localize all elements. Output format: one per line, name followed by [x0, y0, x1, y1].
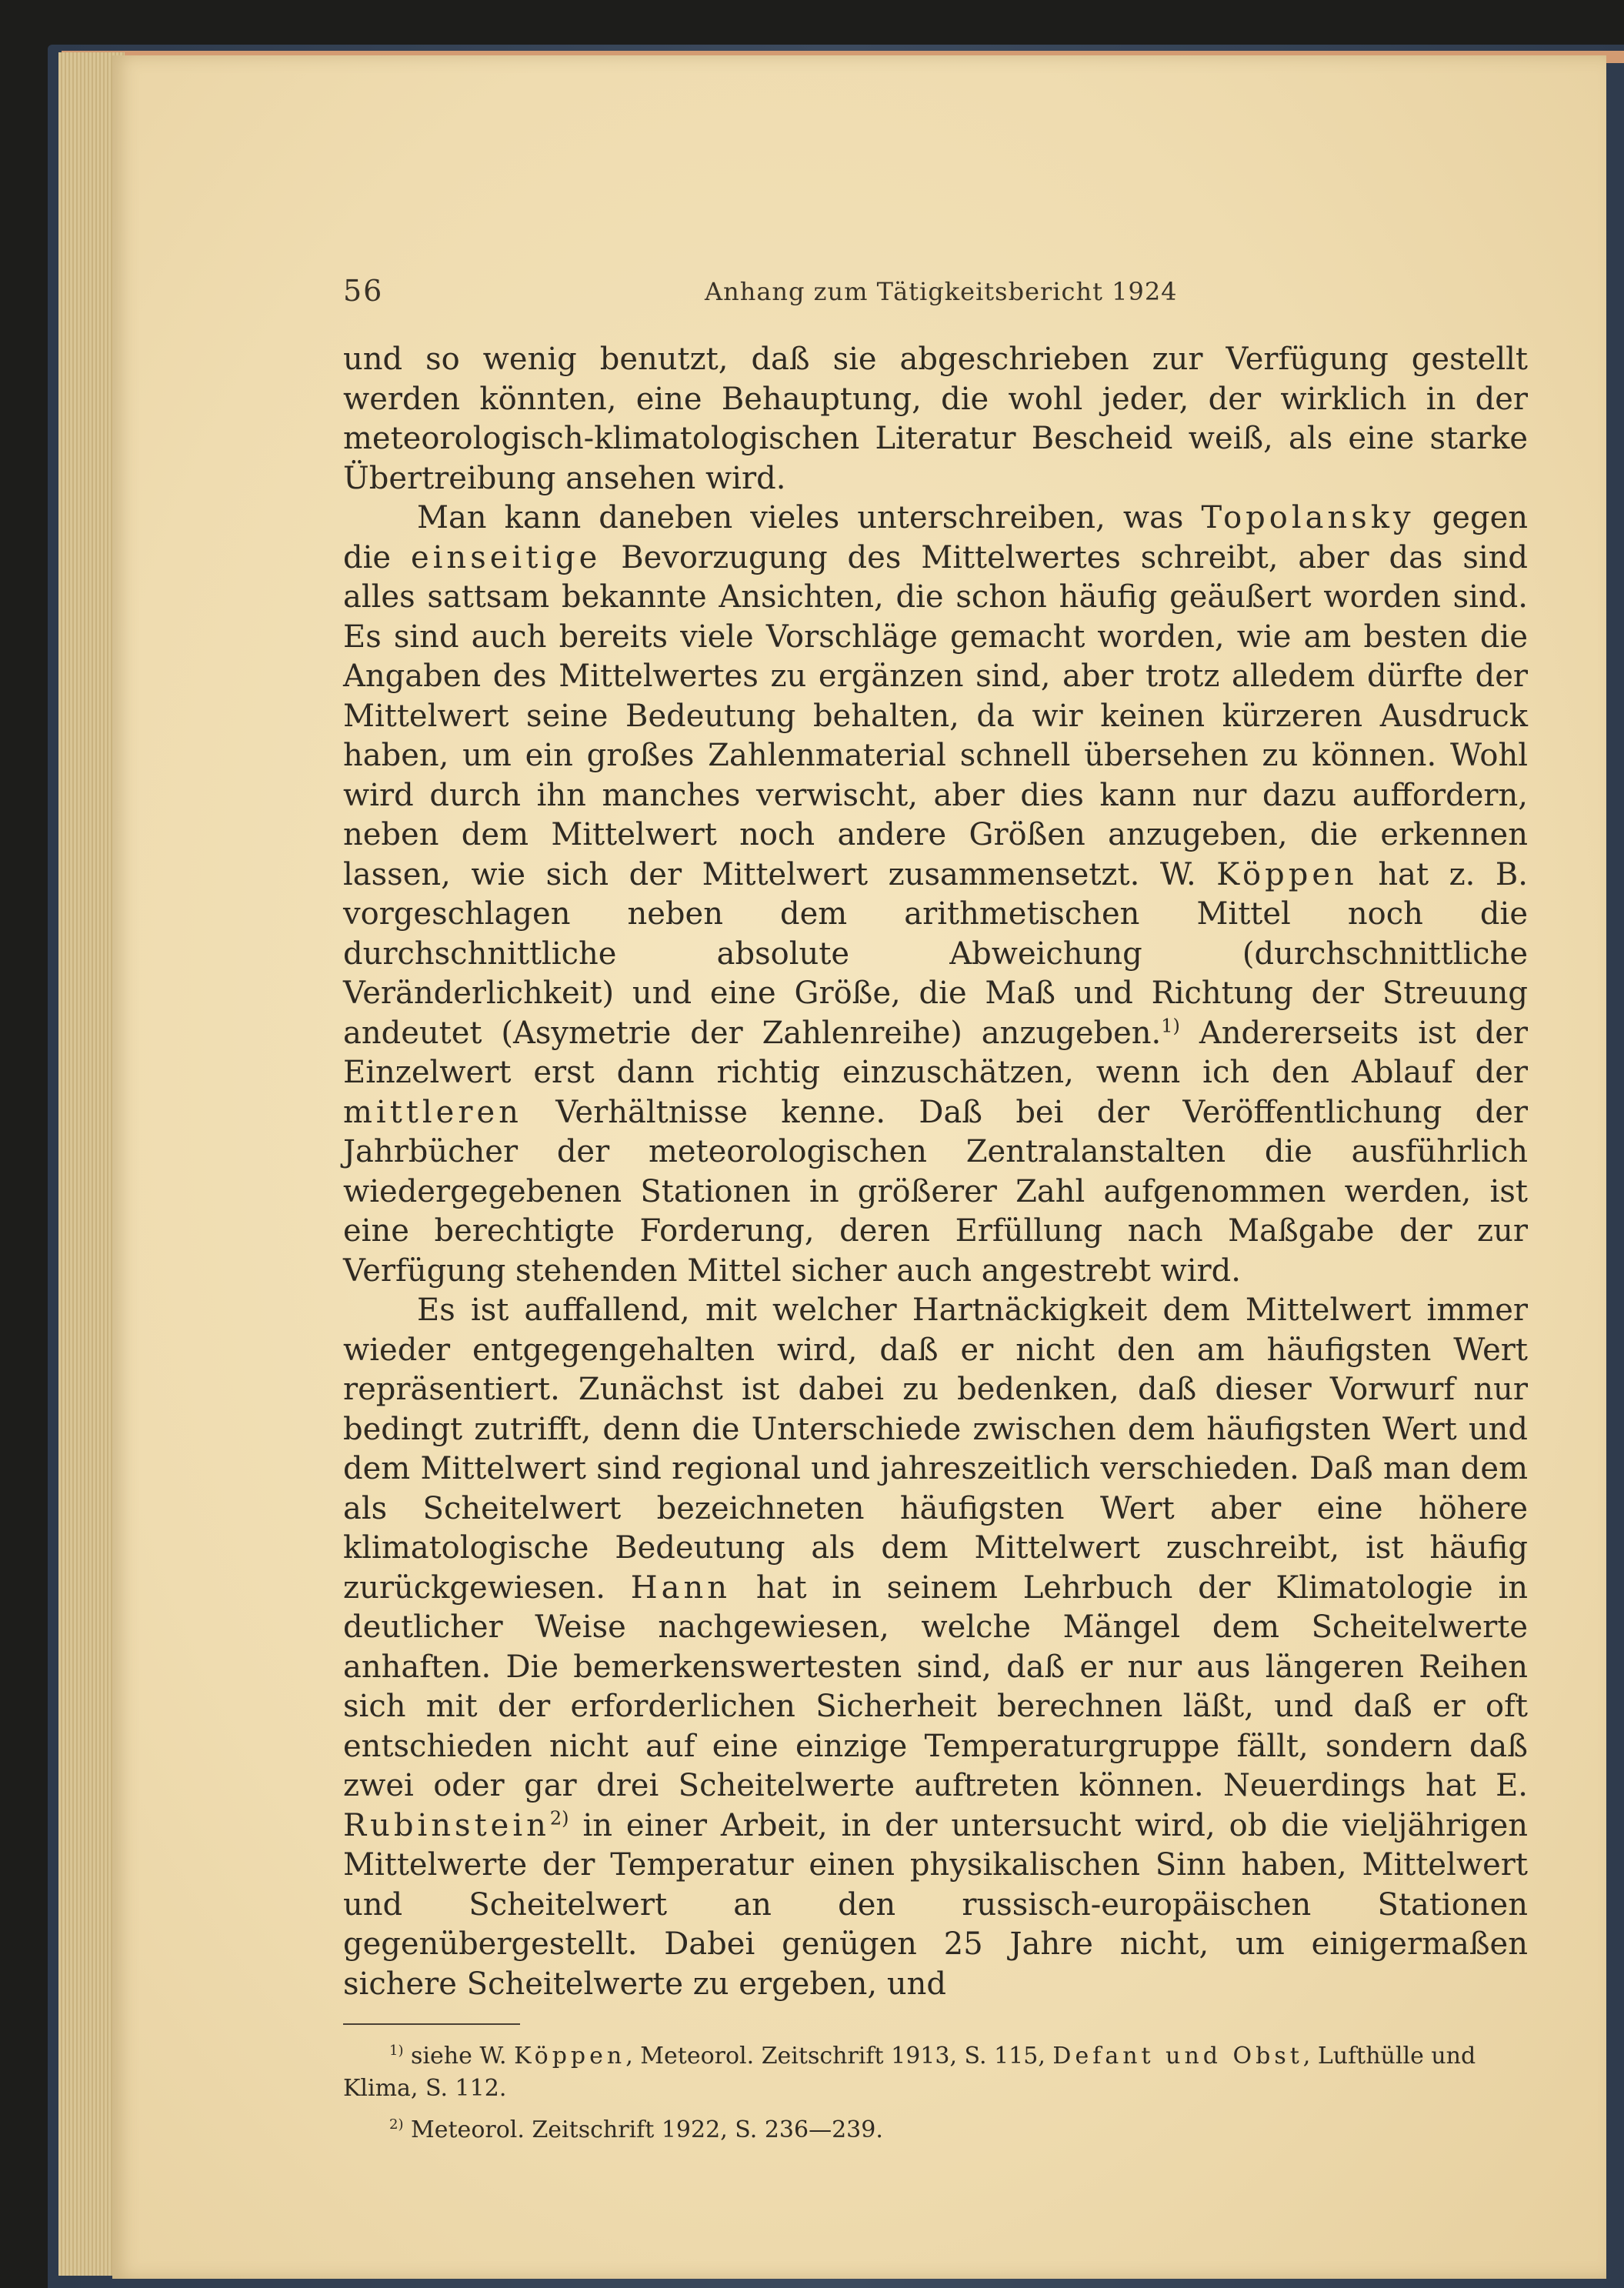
footnote-1 [343, 2040, 1528, 2105]
footnote-1-author-koeppen: Köppen [514, 2043, 626, 2070]
emphasis-einseitige: einseitige [410, 539, 602, 575]
author-rubinstein: Rubinstein [343, 1807, 550, 1843]
footnote-1-mark: 1) [389, 2043, 404, 2059]
page [112, 55, 1606, 2279]
footnotes [343, 2040, 1528, 2146]
paragraph-3-text-a: Es ist auffallend, mit welcher Hartnäckigkeit dem Mittelwert immer wieder entgegengehalten wird, daß er nicht den am häufigsten Wert repräsentiert. Zunächst ist dabei zu bedenken, daß dieser Vorwurf nur bedingt zutrifft, denn die Unterschiede zwischen dem häufigsten Wert und dem Mittelwert sind regional und jahreszeitlich verschieden. Daß man dem als Scheitelwert bezeichneten häufigsten Wert aber eine höhere klimatologische Bedeutung als dem Mittelwert zuschreibt, ist häufig zurückgewiesen. [343, 1292, 1528, 1606]
paragraph-2-text-d: hat z. B. vorgeschlagen neben dem arithmetischen Mittel noch die durchschnittliche absolute Abweichung (durchschnittliche Veränderlichkeit) und eine Größe, die Maß und Richtung der Streuung andeutet (Asymetrie der Zahlenreihe) anzugeben. [343, 856, 1529, 1051]
paragraph-2-text-b: gegen die [343, 500, 1529, 575]
paragraph-3-text-c: in einer Arbeit, in der untersucht wird, ob die vieljährigen Mittelwerte der Temperatur einen physikalischen Sinn haben, Mittelwert und Scheitelwert an den russisch-europäischen Stationen gegenübergestellt. Dabei genügen 25 Jahre nicht, um einigermaßen sichere Scheitelwerte zu ergeben, und [343, 1807, 1529, 2002]
author-koeppen: Köppen [1216, 856, 1358, 892]
page-number: 56 [343, 274, 384, 308]
footnote-2 [343, 2114, 1528, 2146]
emphasis-mittleren: mittleren [343, 1094, 522, 1130]
footnote-2-mark: 2) [389, 2116, 404, 2133]
paragraph-3 [343, 1291, 1528, 2004]
paragraph-2-text-e: Andererseits ist der Einzelwert erst dann richtig einzuschätzen, wenn ich den Ablauf der [343, 1015, 1528, 1090]
footnote-1-text-a: siehe W. [411, 2043, 507, 2070]
footnote-ref-2-number: 2 [549, 1807, 562, 1829]
author-topolansky: Topolansky [1201, 500, 1415, 535]
paragraph-2-text-f: Verhältnisse kenne. Daß bei der Veröffentlichung der Jahrbücher der meteorologischen Zentralanstalten die ausführlich wiedergegebenen Stationen in größerer Zahl aufgenommen werden, ist eine berechtigte Forderung, deren Erfüllung nach Maßgabe der zur Verfügung stehenden Mittel sicher auch angestrebt wird. [343, 1094, 1528, 1289]
footnote-1-authors-defant-obst: Defant und Obst [1052, 2043, 1303, 2070]
paragraph-2-text-a: Man kann daneben vieles unterschreiben, was [417, 500, 1184, 535]
paragraph-1 [343, 340, 1528, 499]
paragraph-3-text-b: hat in seinem Lehrbuch der Klimatologie in deutlicher Weise nachgewiesen, welche Mängel dem Scheitelwerte anhaften. Die bemerkenswertesten sind, daß er nur aus längeren Reihen sich mit der erforderlichen Sicherheit berechnen läßt, und daß er oft entschieden nicht auf eine einzige Temperaturgruppe fällt, sondern daß zwei oder gar drei Scheitelwerte auftreten können. Neuerdings hat E. [343, 1569, 1529, 1803]
footnote-divider [343, 2023, 520, 2025]
author-hann: Hann [630, 1569, 732, 1606]
paragraph-1-text: und so wenig benutzt, daß sie abgeschrieben zur Verfügung gestellt werden könnten, eine Behauptung, die wohl jeder, der wirklich in der meteorologisch-klimatologischen Literatur Bescheid weiß, als eine starke Übertreibung ansehen wird. [343, 342, 1528, 496]
paragraph-2 [343, 499, 1528, 1291]
footnote-ref-2: 2) [549, 1807, 569, 1829]
footnote-ref-1: 1) [1161, 1015, 1180, 1037]
paragraph-2-text-c: Bevorzugung des Mittelwertes schreibt, aber das sind alles sattsam bekannte Ansichten, die schon häufig geäußert worden sind. Es sind auch bereits viele Vorschläge gemacht worden, wie am besten die Angaben des Mittelwertes zu ergänzen sind, aber trotz alledem dürfte der Mittelwert seine Bedeutung behalten, da wir keinen kürzeren Ausdruck haben, um ein großes Zahlenmaterial schnell übersehen zu können. Wohl wird durch ihn manches verwischt, aber dies kann nur dazu auffordern, neben dem Mittelwert noch andere Größen anzugeben, die erkennen lassen, wie sich der Mittelwert zusammensetzt. W. [343, 539, 1529, 892]
body-text [343, 340, 1528, 2004]
page-header [112, 274, 1606, 320]
running-head: Anhang zum Tätigkeitsbericht 1924 [705, 277, 1178, 306]
footnote-ref-1-number: 1 [1161, 1015, 1173, 1037]
footnote-2-number: 2 [389, 2116, 398, 2133]
footnote-2-text: Meteorol. Zeitschrift 1922, S. 236—239. [411, 2116, 883, 2143]
footnote-1-text-b: , Meteorol. Zeitschrift 1913, S. 115, [625, 2043, 1045, 2070]
footnote-1-number: 1 [389, 2043, 398, 2059]
footnote-1-text-c: , Lufthülle und Klima, S. 112. [343, 2043, 1476, 2102]
